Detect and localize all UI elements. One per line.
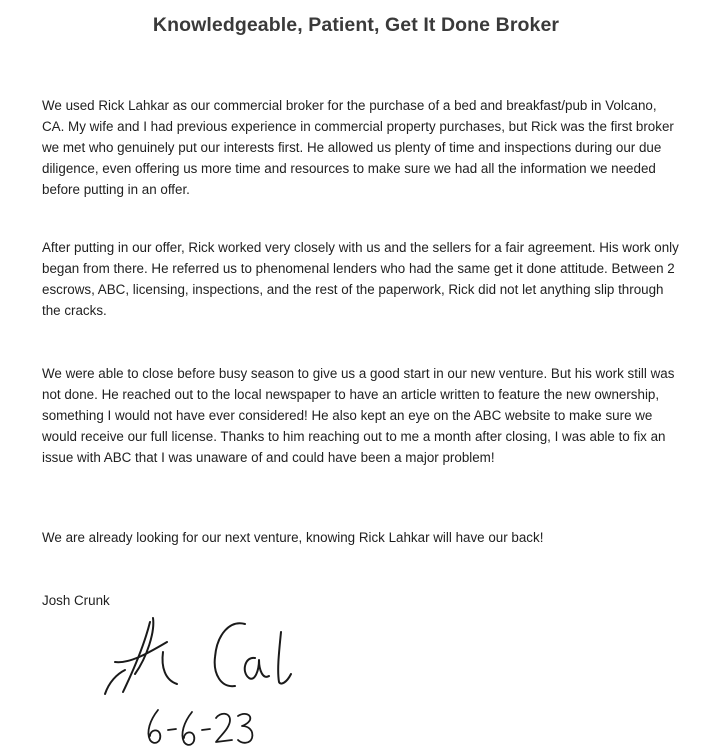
letter-title: Knowledgeable, Patient, Get It Done Broker	[152, 14, 560, 36]
signer-name: Josh Crunk	[42, 593, 110, 608]
paragraph-purchase: We used Rick Lahkar as our commercial broker for the purchase of a bed and breakfast/pub in Volcano, CA. My wife and I had previous experience in commercial property purchases, but Rick was the first broker we met who genuinely put our interests first. He allowed us plenty of time and inspections during our due diligence, even offering us more time and resources to make sure we had all the information we needed before putting in an offer.	[42, 98, 674, 198]
paragraph-offer: After putting in our offer, Rick worked very closely with us and the sellers for a fair agreement. His work only began from there. He referred us to phenomenal lenders who had the same get it done attitude. Between 2 escrows, ABC, licensing, inspections, and the rest of the paperwork, Rick did not let anything slip through the cracks.	[42, 240, 679, 319]
handwritten-signature	[95, 612, 295, 702]
paragraph-closing: We were able to close before busy season to give us a good start in our new venture. But his work still was not done. He reached out to the local newspaper to have an article written to feature the new ownership, something I would not have ever considered! He also kept an eye on the ABC website to make sure we would receive our full license. Thanks to him reaching out to me a month after closing, I was able to fix an issue with ABC that I was unaware of and could have been a major problem!	[42, 366, 675, 466]
handwritten-date	[142, 706, 262, 750]
paragraph-next-venture: We are already looking for our next venture, knowing Rick Lahkar will have our back!	[42, 530, 544, 545]
